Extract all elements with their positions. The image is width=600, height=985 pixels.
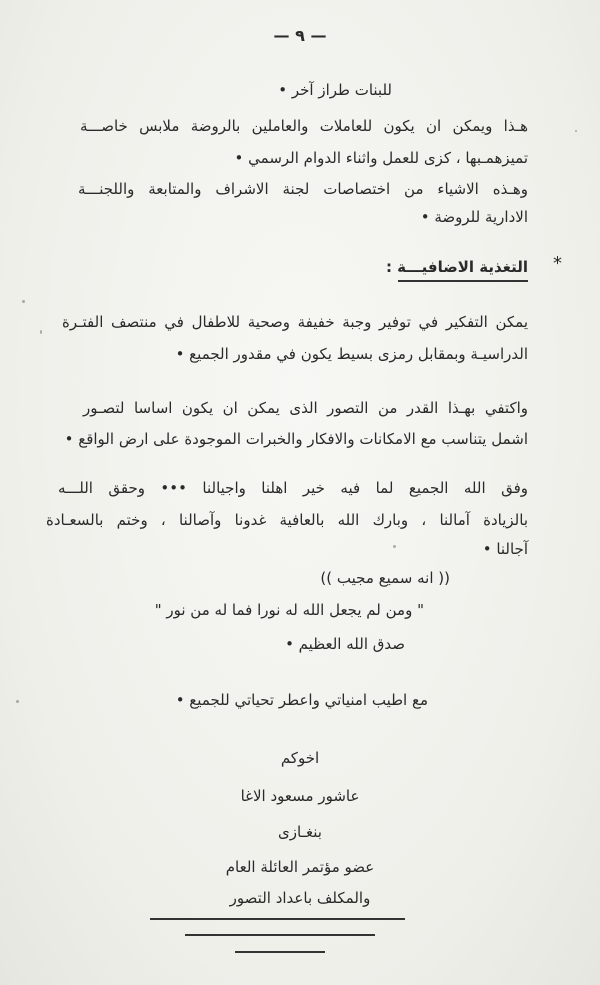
body-line: هـذا ويمكن ان يكون للعاملات والعاملين بالروضة ملابس خاصـــة: [80, 117, 528, 135]
closing-prayer: (( انه سميع مجيب )): [320, 569, 450, 587]
closing-rule: [150, 918, 405, 920]
body-line: بالزيادة آمالنا ، وبارك الله بالعافية غدونا وآصالنا ، وختم بالسعـادة: [46, 511, 528, 529]
signature-title: عضو مؤتمر العائلة العام: [225, 858, 375, 876]
body-line: تميزهمـبها ، كزى للعمل واثناء الدوام الرسمي •: [234, 149, 528, 167]
quran-quote: " ومن لم يجعل الله له نورا فما له من نور ": [154, 601, 424, 619]
body-line: الادارية للروضة •: [420, 208, 528, 226]
body-line: الدراسيـة وبمقابل رمزى بسيط يكون في مقدور الجميع •: [175, 345, 528, 363]
page-number: — ٩ —: [273, 26, 327, 45]
body-line: للبنات طراز آخر •: [278, 81, 392, 99]
signature-role: والمكلف باعداد التصور: [229, 889, 371, 907]
closing-rule: [185, 934, 375, 936]
signature-city: بنغـازى: [278, 823, 322, 841]
heading-underline: [398, 280, 528, 282]
scan-speck: [393, 545, 396, 548]
scan-speck: [16, 700, 19, 703]
body-line: واكتفي بهـذا القدر من التصور الذى يمكن ان يكون اساسا لتصـور: [83, 399, 528, 417]
scan-speck: [22, 300, 25, 303]
sadaq-line: صدق الله العظيم •: [285, 635, 405, 653]
regards-line: مع اطيب امنياتي واعطر تحياتي للجميع •: [175, 691, 428, 709]
section-heading: التغذية الاضافيـــة :: [385, 258, 528, 276]
signature-name: عاشور مسعود الاغا: [240, 787, 360, 805]
body-line: وفق الله الجميع لما فيه خير اهلنا واجيالنا ••• وحقق اللـــه: [58, 479, 528, 497]
body-line: اشمل يتناسب مع الامكانات والافكار والخبرات الموجودة على ارض الواقع •: [64, 430, 528, 448]
body-line: آجالنا •: [482, 540, 528, 558]
scan-speck: [40, 330, 42, 334]
body-line: وهـذه الاشياء من اختصاصات لجنة الاشراف والمتابعة واللجنـــة: [78, 180, 528, 198]
closing-rule: [235, 951, 325, 953]
bullet-star: *: [553, 253, 562, 274]
scan-speck: [575, 130, 577, 132]
signature-line: اخوكم: [280, 749, 320, 767]
body-line: يمكن التفكير في توفير وجبة خفيفة وصحية للاطفال في منتصف الفتـرة: [62, 313, 528, 331]
